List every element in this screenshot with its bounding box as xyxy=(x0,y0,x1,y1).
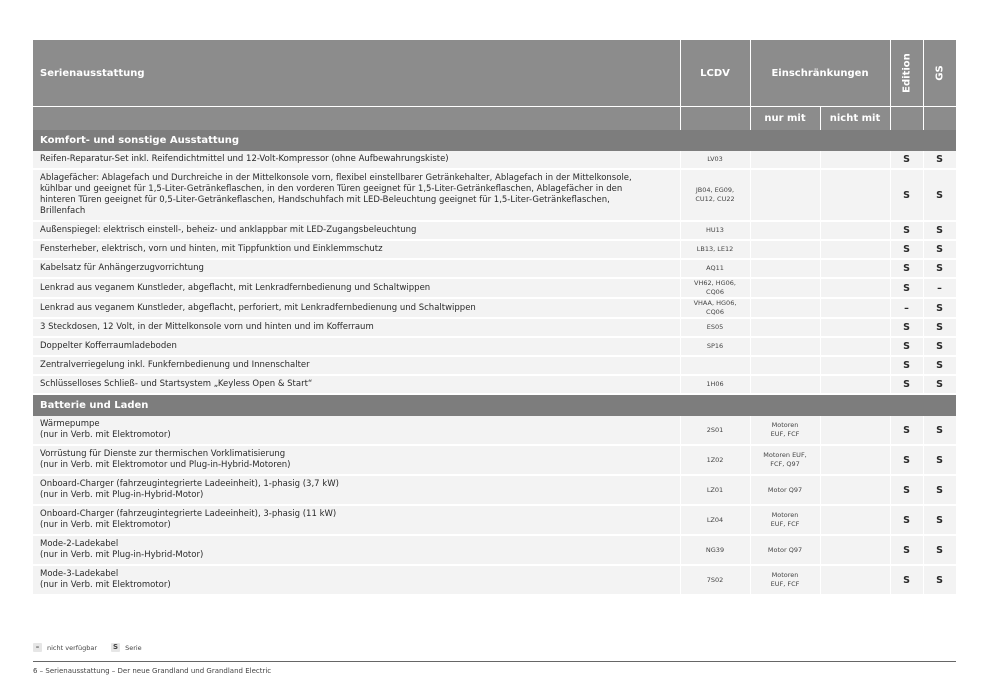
section-header-row xyxy=(33,394,956,416)
only-with-cell xyxy=(750,169,820,221)
subheader-empty xyxy=(890,107,923,131)
gs-availability: S xyxy=(923,240,956,259)
only-with-cell xyxy=(750,356,820,375)
table-row xyxy=(33,535,956,565)
legend-dash-text: nicht verfügbar xyxy=(47,643,98,652)
feature-text-line: (nur in Verb. mit Elektromotor) xyxy=(40,430,171,440)
lcdv-code-cell xyxy=(680,475,750,505)
column-header-gs: GS xyxy=(923,40,956,107)
lcdv-code-line: 1H06 xyxy=(706,380,724,388)
only-with-cell xyxy=(750,278,820,298)
lcdv-code-line: AQ11 xyxy=(706,264,724,272)
lcdv-code-cell xyxy=(680,565,750,595)
not-with-cell xyxy=(820,278,890,298)
table-row xyxy=(33,356,956,375)
column-header-lcdv: LCDV xyxy=(680,40,750,107)
feature-text-line: Mode-3-Ladekabel xyxy=(40,569,119,579)
feature-text-line: Wärmepumpe xyxy=(40,419,100,429)
only-with-cell xyxy=(750,535,820,565)
feature-text-line: 3 Steckdosen, 12 Volt, in der Mittelkonsole vorn und hinten und im Kofferraum xyxy=(40,322,374,332)
not-with-cell xyxy=(820,356,890,375)
gs-availability: S xyxy=(923,318,956,337)
gs-availability: S xyxy=(923,337,956,356)
gs-availability: S xyxy=(923,445,956,475)
lcdv-code-line: CU12, CU22 xyxy=(695,195,735,203)
not-with-cell xyxy=(820,416,890,445)
only-with-line: EUF, FCF xyxy=(770,520,800,528)
only-with-cell xyxy=(750,475,820,505)
feature-text-line: (nur in Verb. mit Elektromotor und Plug-in-Hybrid-Motoren) xyxy=(40,460,291,470)
edition-availability: S xyxy=(890,151,923,169)
edition-availability: S xyxy=(890,337,923,356)
edition-availability: – xyxy=(890,298,923,318)
edition-availability: S xyxy=(890,169,923,221)
feature-text-line: Schlüsselloses Schließ- und Startsystem „Keyless Open & Start“ xyxy=(40,379,313,389)
only-with-line: FCF, Q97 xyxy=(770,460,800,468)
not-with-cell xyxy=(820,535,890,565)
feature-text-line: (nur in Verb. mit Elektromotor) xyxy=(40,580,171,590)
table-row xyxy=(33,298,956,318)
edition-availability: S xyxy=(890,416,923,445)
gs-availability: S xyxy=(923,151,956,169)
table-row xyxy=(33,565,956,595)
only-with-line: Motor Q97 xyxy=(767,485,803,494)
only-with-line: Motoren EUF, xyxy=(763,451,807,459)
feature-text-line: Vorrüstung für Dienste zur thermischen Vorklimatisierung xyxy=(40,449,286,459)
lcdv-code-cell xyxy=(680,298,750,318)
not-with-cell xyxy=(820,298,890,318)
feature-cell xyxy=(33,505,680,535)
only-with-cell xyxy=(750,240,820,259)
subheader-only-with: nur mit xyxy=(750,107,820,131)
lcdv-code-line: VHAA, HG06, xyxy=(693,299,737,307)
only-with-cell xyxy=(750,416,820,445)
edition-availability: S xyxy=(890,259,923,278)
only-with-cell xyxy=(750,298,820,318)
only-with-cell xyxy=(750,505,820,535)
only-with-line: Motoren xyxy=(771,571,799,579)
table-row xyxy=(33,221,956,240)
lcdv-code-cell xyxy=(680,416,750,445)
feature-text-line: Zentralverriegelung inkl. Funkfernbedienung und Innenschalter xyxy=(40,360,310,370)
gs-availability: S xyxy=(923,298,956,318)
only-with-line: Motor Q97 xyxy=(767,545,803,554)
gs-availability: S xyxy=(923,375,956,394)
feature-cell xyxy=(33,169,680,221)
lcdv-code-cell xyxy=(680,337,750,356)
feature-cell xyxy=(33,151,680,169)
lcdv-code-line: CQ06 xyxy=(706,308,724,316)
section-header-row xyxy=(33,130,956,151)
legend-dash-symbol: – xyxy=(33,643,42,652)
feature-text-line: Fensterheber, elektrisch, vorn und hinten, mit Tippfunktion und Einklemmschutz xyxy=(40,244,383,254)
gs-availability: – xyxy=(923,278,956,298)
table-row xyxy=(33,151,956,169)
only-with-line: EUF, FCF xyxy=(770,580,800,588)
subheader-empty xyxy=(33,107,680,131)
feature-text-line: Mode-2-Ladekabel xyxy=(40,539,119,549)
feature-text-line: Brillenfach xyxy=(40,206,86,216)
lcdv-code-cell xyxy=(680,221,750,240)
only-with-cell xyxy=(750,565,820,595)
only-with-line: Motoren xyxy=(771,511,799,519)
lcdv-code-cell xyxy=(680,356,750,375)
edition-availability: S xyxy=(890,221,923,240)
gs-availability: S xyxy=(923,565,956,595)
not-with-cell xyxy=(820,240,890,259)
not-with-cell xyxy=(820,169,890,221)
gs-availability: S xyxy=(923,169,956,221)
feature-cell xyxy=(33,318,680,337)
not-with-cell xyxy=(820,259,890,278)
feature-cell xyxy=(33,356,680,375)
edition-availability: S xyxy=(890,356,923,375)
feature-cell xyxy=(33,259,680,278)
only-with-cell xyxy=(750,221,820,240)
only-with-line: Motoren xyxy=(771,421,799,429)
not-with-cell xyxy=(820,475,890,505)
feature-cell xyxy=(33,278,680,298)
only-with-line: EUF, FCF xyxy=(770,430,800,438)
feature-text-line: kühlbar und geeignet für 1,5-Liter-Getränkeflaschen, in den vorderen Türen geeignet für 1,5-Liter-Getränkeflaschen, Ablagefächer in den xyxy=(40,184,623,194)
subheader-not-with: nicht mit xyxy=(820,107,890,131)
gs-availability: S xyxy=(923,475,956,505)
table-row xyxy=(33,259,956,278)
page-footer: 6 – Serienausstattung – Der neue Grandland und Grandland Electric xyxy=(33,667,272,675)
feature-text-line: Außenspiegel: elektrisch einstell-, beheiz- und anklappbar mit LED-Zugangsbeleuchtung xyxy=(40,225,417,235)
feature-cell xyxy=(33,445,680,475)
lcdv-code-cell xyxy=(680,535,750,565)
table-row xyxy=(33,505,956,535)
gs-availability: S xyxy=(923,416,956,445)
gs-availability: S xyxy=(923,259,956,278)
lcdv-code-cell xyxy=(680,151,750,169)
lcdv-code-line: LV03 xyxy=(707,155,723,163)
feature-text-line: (nur in Verb. mit Elektromotor) xyxy=(40,520,171,530)
section-title: Batterie und Laden xyxy=(33,394,956,416)
section-title: Komfort- und sonstige Ausstattung xyxy=(33,130,956,151)
not-with-cell xyxy=(820,565,890,595)
feature-text-line: Lenkrad aus veganem Kunstleder, abgeflacht, mit Lenkradfernbedienung und Schaltwippen xyxy=(40,282,431,293)
not-with-cell xyxy=(820,151,890,169)
only-with-cell xyxy=(750,259,820,278)
edition-availability: S xyxy=(890,565,923,595)
not-with-cell xyxy=(820,337,890,356)
table-row xyxy=(33,475,956,505)
table-body xyxy=(33,130,956,595)
edition-availability: S xyxy=(890,278,923,298)
lcdv-code-cell xyxy=(680,240,750,259)
subheader-empty xyxy=(923,107,956,131)
feature-text-line: Lenkrad aus veganem Kunstleder, abgeflacht, perforiert, mit Lenkradfernbedienung und Schaltwippen xyxy=(40,302,476,313)
feature-cell xyxy=(33,221,680,240)
table-row xyxy=(33,240,956,259)
table-row xyxy=(33,337,956,356)
only-with-cell xyxy=(750,318,820,337)
lcdv-code-line: LZ01 xyxy=(706,485,724,494)
lcdv-code-line: NG39 xyxy=(705,545,725,554)
edition-availability: S xyxy=(890,240,923,259)
feature-text-line: Kabelsatz für Anhängerzugvorrichtung xyxy=(40,263,204,273)
lcdv-code-cell xyxy=(680,278,750,298)
lcdv-code-line: 2S01 xyxy=(706,425,724,434)
gs-availability: S xyxy=(923,505,956,535)
not-with-cell xyxy=(820,318,890,337)
feature-cell xyxy=(33,337,680,356)
feature-text-line: hinteren Türen geeignet für 0,5-Liter-Getränkeflaschen, Handschuhfach mit LED-Beleuchtung geeignet für 1,5-Liter-Getränkeflaschen, xyxy=(40,195,610,205)
table-row xyxy=(33,375,956,394)
feature-text-line: Reifen-Reparatur-Set inkl. Reifendichtmittel und 12-Volt-Kompressor (ohne Aufbewahrungskiste) xyxy=(40,154,449,164)
lcdv-code-line: 1Z02 xyxy=(706,455,724,464)
lcdv-code-cell xyxy=(680,259,750,278)
legend-s-symbol: S xyxy=(113,643,119,651)
table-row xyxy=(33,169,956,221)
only-with-cell xyxy=(750,151,820,169)
legend xyxy=(33,643,156,652)
feature-text-line: Doppelter Kofferraumladeboden xyxy=(40,341,177,351)
edition-availability: S xyxy=(890,535,923,565)
column-header-title: Serienausstattung xyxy=(33,40,680,107)
not-with-cell xyxy=(820,221,890,240)
lcdv-code-line: SP16 xyxy=(706,342,724,350)
not-with-cell xyxy=(820,505,890,535)
feature-cell xyxy=(33,535,680,565)
lcdv-code-cell xyxy=(680,318,750,337)
footer-divider xyxy=(33,661,956,662)
gs-availability: S xyxy=(923,221,956,240)
edition-availability: S xyxy=(890,475,923,505)
lcdv-code-cell xyxy=(680,169,750,221)
equipment-table xyxy=(33,40,957,596)
table-row xyxy=(33,318,956,337)
lcdv-code-cell xyxy=(680,375,750,394)
legend-s-text: Serie xyxy=(125,643,142,652)
column-header-edition: Edition xyxy=(890,40,923,107)
column-header-restrictions: Einschränkungen xyxy=(750,40,890,107)
lcdv-code-line: LB13, LE12 xyxy=(696,245,734,253)
feature-cell xyxy=(33,240,680,259)
edition-availability: S xyxy=(890,375,923,394)
lcdv-code-line: HU13 xyxy=(706,226,724,234)
lcdv-code-line: VH62, HG06, xyxy=(694,279,736,287)
lcdv-code-line: 7S02 xyxy=(706,575,724,584)
table-row xyxy=(33,278,956,298)
feature-text-line: Ablagefächer: Ablagefach und Durchreiche in der Mittelkonsole vorn, flexibel einstellbarer Getränkehalter, Ablagefach in der Mittelkonsole, xyxy=(40,173,632,183)
subheader-empty xyxy=(680,107,750,131)
lcdv-code-line: CQ06 xyxy=(706,288,724,296)
lcdv-code-line: ES05 xyxy=(706,323,724,331)
feature-text-line: (nur in Verb. mit Plug-in-Hybrid-Motor) xyxy=(40,490,204,500)
edition-availability: S xyxy=(890,318,923,337)
feature-text-line: Onboard-Charger (fahrzeugintegrierte Ladeeinheit), 1-phasig (3,7 kW) xyxy=(40,479,339,489)
table-row xyxy=(33,445,956,475)
lcdv-code-cell xyxy=(680,505,750,535)
lcdv-code-cell xyxy=(680,445,750,475)
gs-availability: S xyxy=(923,535,956,565)
feature-cell xyxy=(33,416,680,445)
only-with-cell xyxy=(750,375,820,394)
edition-availability: S xyxy=(890,445,923,475)
only-with-cell xyxy=(750,337,820,356)
only-with-cell xyxy=(750,445,820,475)
lcdv-code-line: JB04, EG09, xyxy=(695,186,735,194)
feature-cell xyxy=(33,375,680,394)
not-with-cell xyxy=(820,375,890,394)
feature-cell xyxy=(33,565,680,595)
not-with-cell xyxy=(820,445,890,475)
feature-cell xyxy=(33,298,680,318)
edition-availability: S xyxy=(890,505,923,535)
feature-text-line: (nur in Verb. mit Plug-in-Hybrid-Motor) xyxy=(40,550,204,560)
feature-text-line: Onboard-Charger (fahrzeugintegrierte Ladeeinheit), 3-phasig (11 kW) xyxy=(40,509,337,519)
table-row xyxy=(33,416,956,445)
feature-cell xyxy=(33,475,680,505)
lcdv-code-line: LZ04 xyxy=(706,515,724,524)
gs-availability: S xyxy=(923,356,956,375)
